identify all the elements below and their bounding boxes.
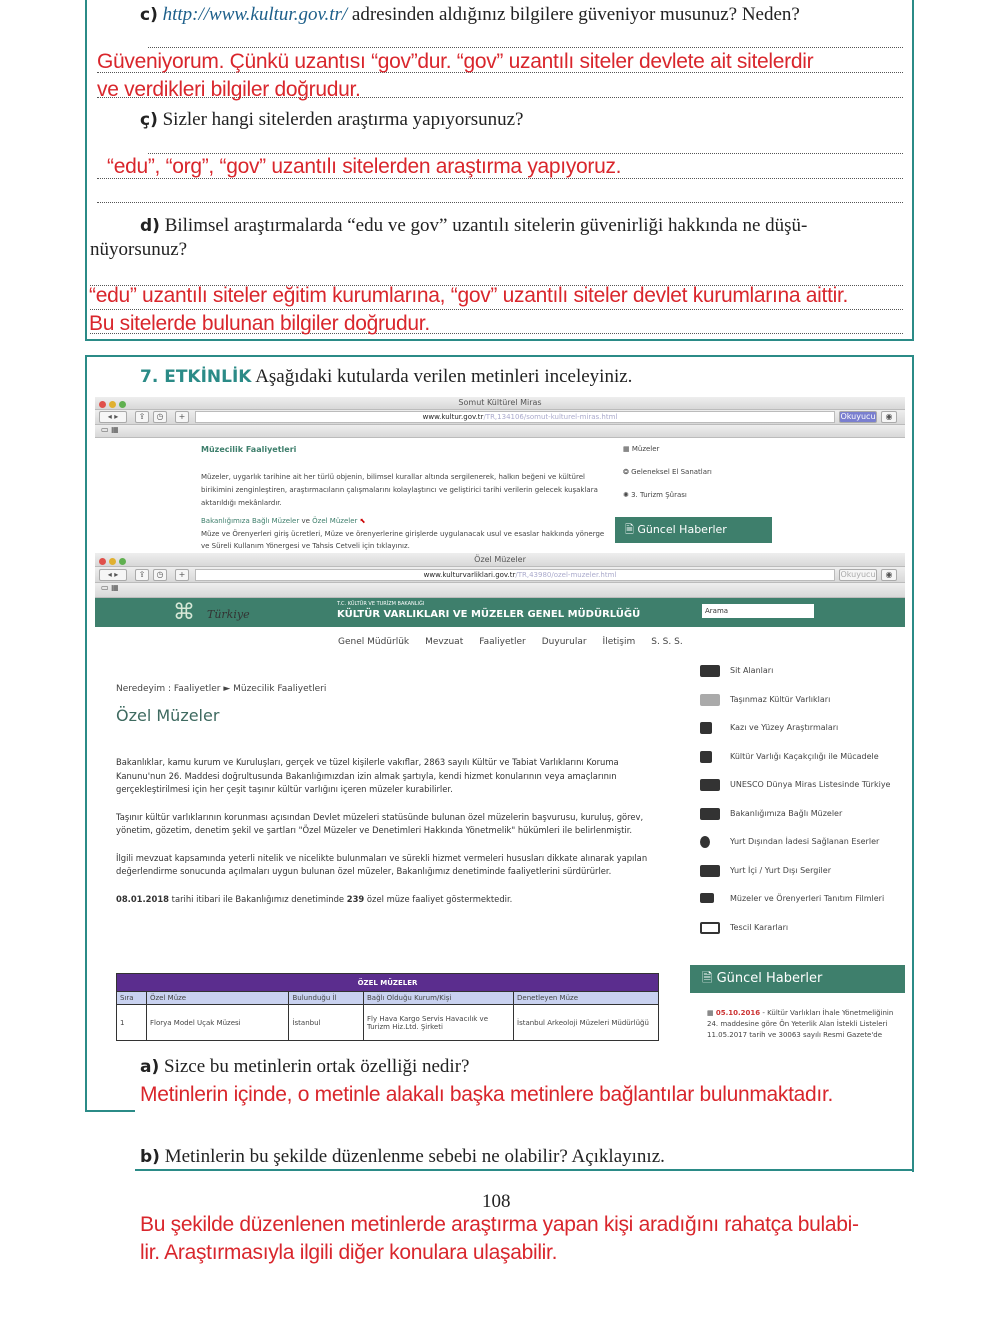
sit-alanlari-icon <box>700 665 720 677</box>
org-name: KÜLTÜR VARLIKLARI VE MÜZELER GENEL MÜDÜRLÜĞÜ <box>337 609 641 620</box>
exhibition-icon <box>700 865 720 877</box>
fees-link[interactable]: Müze ve Örenyerleri giriş ücretleri, Müze ve örenyerlerine girişlerde uygulanacak usul ve esaslar hakkında yönerge <box>201 530 605 538</box>
history-icon[interactable]: ◷ <box>153 569 167 581</box>
question-cc: ç) Sizler hangi sitelerden araştırma yapıyorsunuz? <box>140 109 524 130</box>
box-border <box>85 355 914 357</box>
nav-faaliyetler[interactable]: Faaliyetler <box>479 637 526 647</box>
logo-knot-icon: ⌘ <box>173 600 195 625</box>
address-bar[interactable]: www.kulturvarliklari.gov.tr/TR,43980/ozel-muzeler.html <box>195 569 835 581</box>
toolbar <box>95 410 905 425</box>
smuggling-icon <box>700 751 712 763</box>
new-tab-icon[interactable]: + <box>175 569 189 581</box>
share-icon[interactable]: ⇪ <box>135 411 149 423</box>
box-border <box>912 355 914 1172</box>
sidebar-item[interactable]: Bakanlığımıza Bağlı Müzeler <box>690 800 905 829</box>
box-border <box>85 339 914 341</box>
main-text: Bakanlıklar, kamu kurum ve Kuruluşları, gerçek ve tüzel kişilerle vakıflar, 2863 sayılı Kültür ve Tabiat Varlıklarını Koruma Kanunu'nun 26. Maddesi doğrultusunda Bakanlığımızdan izin almak şartıyla, kendi hizmet konularının veya amaçlarının gerçekleştirilmesi için her çeşit taşınır kültür varlığını içeren müzeler kurabilirler. Taşınır kültür varlıklarının korunması açısından Devlet müzeleri statüsünde bulunan özel müzelerin başvurusu, kuruluş, görev, yönetim, gözetim, denetim şekil ve şartları "Özel Müzeler ve Denetimleri Hakkında Yönetmelik" hükümleri ile belirlenmiştir. İlgili mevzuat kapsamında yeterli nitelik ve nicelikte bulunmaları ve sürekli hizmet vermeleri hususları dikkate alınarak yapılan değerlendirme sonucunda açılmaları uygun bulunan özel müzeler, Bakanlığımız denetiminde faaliyetlerini sürdürürler. 08.01.2018 tarihi itibari ile Bakanlığımız denetiminde 239 özel müze faaliyet göstermektedir. <box>116 757 648 904</box>
usage-link[interactable]: ve Süreli Kullanım Yönergesi ve Tahsis Cetveli için tıklayınız. <box>201 542 410 550</box>
box-border <box>135 1169 914 1171</box>
sidebar-item-turizm-surasi[interactable]: ✺ 3. Turizm Şûrası <box>623 491 687 499</box>
nav-genel-mudurluk[interactable]: Genel Müdürlük <box>338 637 410 647</box>
site-nav <box>338 637 683 647</box>
site-header <box>95 598 905 627</box>
question-a: a) Sizce bu metinlerin ortak özelliği nedir? <box>140 1056 470 1077</box>
download-icon[interactable]: ◉ <box>881 411 897 423</box>
sidebar-item[interactable]: Tescil Kararları <box>690 914 905 943</box>
answer-b-line1: Bu şekilde düzenlenen metinlerde araştırma yapan kişi aradığını rahatça bulabi- <box>140 1213 859 1236</box>
question-d-cont: nüyorsunuz? <box>90 239 188 260</box>
reader-button[interactable]: Okuyucu <box>840 570 876 579</box>
unesco-icon <box>700 779 720 791</box>
answer-d-line2: Bu sitelerde bulunan bilgiler doğrudur. <box>89 312 430 335</box>
share-icon[interactable]: ⇪ <box>135 569 149 581</box>
news-header[interactable]: 🗎 Güncel Haberler <box>690 965 905 993</box>
section-heading: Müzecilik Faaliyetleri <box>201 445 297 454</box>
arrow-icon: ⬉ <box>359 517 366 525</box>
link-ministry-museums[interactable]: Bakanlığımıza Bağlı Müzeler <box>201 517 300 525</box>
answer-c-line1: Güveniyorum. Çünkü uzantısı “gov”dur. “gov” uzantılı siteler devlete ait sitelerdir <box>97 50 814 73</box>
box-border <box>912 0 914 341</box>
sidebar-item[interactable]: Müzeler ve Örenyerleri Tanıtım Filmleri <box>690 885 905 914</box>
sidebar-item-el-sanatlari[interactable]: ❂ Geleneksel El Sanatları <box>623 468 712 476</box>
breadcrumb-faaliyetler[interactable]: Faaliyetler <box>173 684 221 694</box>
reader-button[interactable]: Okuyucu <box>840 412 876 421</box>
nav-duyurular[interactable]: Duyurular <box>541 637 587 647</box>
body-text: Müzeler, uygarlık tarihine ait her türlü objenin, bilimsel kurallar altında sergilenerek, halkın beğeni ve kültürel birikimini zenginleştiren, araştırmacıların çalışmalarını kolaylaştırıcı ve geliştirici tarihi verilerin gelecek kuşaklara aktarıldığı mekânlardır. <box>201 473 598 507</box>
answer-c-line2: ve verdikleri bilgiler doğrudur. <box>97 78 361 101</box>
back-forward-button[interactable]: ◂ ▸ <box>99 411 127 423</box>
history-icon[interactable]: ◷ <box>153 411 167 423</box>
video-icon <box>700 893 714 903</box>
bookmarks-bar: ▭ ▦ <box>95 583 905 598</box>
question-b: b) Metinlerin bu şekilde düzenlenme sebebi ne olabilir? Açıklayınız. <box>140 1146 665 1167</box>
search-input[interactable]: Arama <box>702 604 814 618</box>
new-tab-icon[interactable]: + <box>175 411 189 423</box>
answer-d-line1: “edu” uzantılı siteler eğitim kurumlarına, “gov” uzantılı siteler devlet kurumlarına aittir. <box>89 284 849 307</box>
table-row: 1 Florya Model Uçak Müzesi İstanbul Fly Hava Kargo Servis Havacılık ve Turizm Hiz.Ltd. Şirketi İstanbul Arkeoloji Müzeleri Müdürlüğü <box>117 1005 659 1041</box>
nav-iletisim[interactable]: İletişim <box>602 637 636 647</box>
news-item[interactable]: ▦ 05.10.2016 - Kültür Varlıkları İhale Yönetmeliğinin 24. maddesine göre Ön Yeterlik Alan İstekli Listeleri 11.05.2017 tarih ve 30063 sayılı Resmi Gazete'de <box>707 1009 894 1039</box>
title-bar: Özel Müzeler <box>95 553 905 567</box>
sidebar-links <box>690 657 905 942</box>
sidebar-item[interactable]: Kültür Varlığı Kaçakçılığı ile Mücadele <box>690 743 905 772</box>
page-heading: Özel Müzeler <box>116 706 220 725</box>
back-forward-button[interactable]: ◂ ▸ <box>99 569 127 581</box>
tasinmaz-icon <box>700 694 720 706</box>
news-header[interactable]: 🗎 Güncel Haberler <box>615 517 772 543</box>
sidebar-item-muzeler[interactable]: ▦ Müzeler <box>623 445 660 453</box>
bookmarks-bar: ▭ ▦ <box>95 425 905 438</box>
calendar-icon: ▦ <box>707 1009 714 1017</box>
sidebar-item[interactable]: Taşınmaz Kültür Varlıkları <box>690 686 905 715</box>
museum-icon <box>700 808 720 820</box>
nav-sss[interactable]: S. S. S. <box>651 637 683 647</box>
page-number: 108 <box>482 1191 511 1212</box>
answer-b-line2: lir. Araştırmasıyla ilgili diğer konulara ulaşabilir. <box>140 1241 558 1264</box>
address-bar[interactable]: www.kultur.gov.tr/TR,134106/somut-kulturel-miras.html <box>195 411 835 423</box>
sidebar-item[interactable]: UNESCO Dünya Miras Listesinde Türkiye <box>690 771 905 800</box>
registry-icon <box>700 922 720 934</box>
sidebar-item[interactable]: Yurt İçi / Yurt Dışı Sergiler <box>690 857 905 886</box>
activity-heading: 7. ETKİNLİK Aşağıdaki kutularda verilen metinleri inceleyiniz. <box>140 366 633 387</box>
private-museums-table <box>116 973 659 1041</box>
question-d: d) Bilimsel araştırmalarda “edu ve gov” uzantılı sitelerin güvenirliği hakkında ne düşü- <box>140 215 808 236</box>
box-border <box>85 1110 135 1112</box>
browser-window-kultur <box>95 397 905 553</box>
sidebar-item[interactable]: Sit Alanları <box>690 657 905 686</box>
question-c: c) http://www.kultur.gov.tr/ adresinden aldığınız bilgilere güveniyor musunuz? Neden? <box>140 4 800 25</box>
answer-cc: “edu”, “org”, “gov” uzantılı sitelerden araştırma yapıyoruz. <box>107 155 622 178</box>
link-private-museums[interactable]: Özel Müzeler <box>312 517 358 525</box>
browser-window-kulturvarliklari <box>95 553 905 1052</box>
box-border <box>85 355 87 1112</box>
nav-mevzuat[interactable]: Mevzuat <box>425 637 464 647</box>
vase-icon <box>700 836 710 848</box>
turkiye-logo: Türkiye <box>207 608 250 621</box>
links-line: Bakanlığımıza Bağlı Müzeler ve Özel Müzeler ⬉ <box>201 517 366 525</box>
title-bar: Somut Kültürel Miras <box>95 397 905 410</box>
sidebar <box>623 438 712 507</box>
box-border <box>85 0 87 341</box>
sidebar-item[interactable]: Kazı ve Yüzey Araştırmaları <box>690 714 905 743</box>
download-icon[interactable]: ◉ <box>881 569 897 581</box>
sidebar-item[interactable]: Yurt Dışından İadesi Sağlanan Eserler <box>690 828 905 857</box>
ministry-name: T.C. KÜLTÜR VE TURİZM BAKANLIĞI <box>337 601 425 607</box>
table-title: ÖZEL MÜZELER <box>117 974 659 992</box>
trowel-icon <box>700 722 712 734</box>
answer-a: Metinlerin içinde, o metinle alakalı başka metinlere bağlantılar bulunmaktadır. <box>140 1083 834 1106</box>
breadcrumb: Neredeyim : Faaliyetler ► Müzecilik Faaliyetleri <box>116 684 327 694</box>
table-header-row: Sıra Özel Müze Bulunduğu İl Bağlı Olduğu Kurum/Kişi Denetleyen Müze <box>117 992 659 1005</box>
question-link[interactable]: http://www.kultur.gov.tr/ <box>162 4 348 25</box>
toolbar <box>95 567 905 583</box>
